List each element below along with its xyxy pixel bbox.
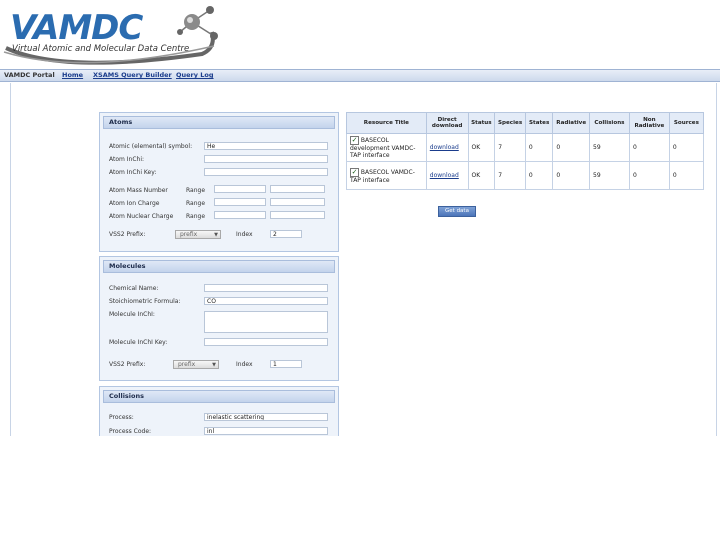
- col-non-radiative: Non Radiative: [629, 113, 669, 134]
- atom-inchi-input[interactable]: [204, 155, 328, 163]
- atom-ion-min-input[interactable]: [214, 198, 266, 206]
- molecule-prefix-value: prefix: [178, 361, 196, 368]
- logo-title: VAMDC: [10, 8, 143, 48]
- chevron-down-icon: ▼: [212, 362, 216, 368]
- molecules-panel-header: Molecules: [103, 260, 335, 273]
- get-data-button[interactable]: Get data: [438, 206, 476, 217]
- status-cell: OK: [468, 162, 495, 190]
- atom-nuclear-range-label: Range: [186, 213, 206, 220]
- atom-mass-max-input[interactable]: [270, 185, 325, 193]
- atoms-panel: [99, 112, 339, 252]
- process-code-input[interactable]: inl: [204, 427, 328, 435]
- menu-query-log-link[interactable]: Query Log: [176, 71, 214, 79]
- molecule-inchi-label: Molecule InChI:: [109, 311, 155, 318]
- table-row: [347, 162, 704, 190]
- atom-prefix-value: prefix: [180, 231, 198, 238]
- chemical-name-input[interactable]: [204, 284, 328, 292]
- atom-index-input[interactable]: 2: [270, 230, 302, 238]
- download-cell: [426, 162, 468, 190]
- molecules-panel: [99, 256, 339, 381]
- species-cell: 7: [495, 162, 526, 190]
- resource-cell: [347, 134, 427, 162]
- molecule-vss2-prefix-label: VSS2 Prefix:: [109, 361, 146, 368]
- molecule-inchikey-label: Molecule InChI Key:: [109, 339, 168, 346]
- atom-symbol-label: Atomic (elemental) symbol:: [109, 143, 193, 150]
- formula-label: Stoichiometric Formula:: [109, 298, 181, 305]
- atom-ion-max-input[interactable]: [270, 198, 325, 206]
- process-input[interactable]: inelastic scattering: [204, 413, 328, 421]
- logo-subtitle: Virtual Atomic and Molecular Data Centre: [12, 44, 190, 54]
- download-cell: [426, 134, 468, 162]
- atom-mass-range-label: Range: [186, 187, 206, 194]
- molecule-prefix-select[interactable]: [173, 360, 219, 369]
- formula-input[interactable]: CO: [204, 297, 328, 305]
- table-row: [347, 134, 704, 162]
- chevron-down-icon: ▼: [214, 232, 218, 238]
- atom-vss2-prefix-label: VSS2 Prefix:: [109, 231, 146, 238]
- atom-inchikey-label: Atom InChi Key:: [109, 169, 157, 176]
- states-cell: 0: [525, 162, 553, 190]
- col-resource-title: Resource Title: [347, 113, 427, 134]
- chemical-name-label: Chemical Name:: [109, 285, 159, 292]
- checkbox-checked[interactable]: ✓: [351, 136, 358, 144]
- col-radiative: Radiative: [553, 113, 590, 134]
- results-header-row: [347, 113, 704, 134]
- atom-nuclear-charge-label: Atom Nuclear Charge: [109, 213, 174, 220]
- col-states: States: [525, 113, 553, 134]
- radiative-cell: 0: [553, 134, 590, 162]
- resource-title: BASECOL development VAMDC-TAP interface: [350, 137, 416, 159]
- vamdc-logo[interactable]: [2, 2, 228, 68]
- process-label: Process:: [109, 414, 134, 421]
- menu-portal-title: VAMDC Portal: [4, 71, 55, 79]
- resource-cell: [347, 162, 427, 190]
- radiative-cell: 0: [553, 162, 590, 190]
- atom-ion-range-label: Range: [186, 200, 206, 207]
- atom-index-label: Index: [236, 231, 253, 238]
- checkbox-checked[interactable]: ✓: [351, 167, 358, 176]
- collisions-cell: 59: [590, 134, 630, 162]
- atom-mass-label: Atom Mass Number: [109, 187, 168, 194]
- atom-nuclear-max-input[interactable]: [270, 211, 325, 219]
- atom-mass-min-input[interactable]: [214, 185, 266, 193]
- atoms-panel-header: Atoms: [103, 116, 335, 129]
- results-table: [346, 112, 704, 190]
- molecule-inchikey-input[interactable]: [204, 338, 328, 346]
- nonrad-cell: 0: [629, 134, 669, 162]
- col-sources: Sources: [669, 113, 703, 134]
- atom-nuclear-min-input[interactable]: [214, 211, 266, 219]
- process-code-label: Process Code:: [109, 428, 152, 435]
- molecule-index-label: Index: [236, 361, 253, 368]
- col-status: Status: [468, 113, 495, 134]
- molecule-inchi-textarea[interactable]: [204, 311, 328, 333]
- molecule-index-input[interactable]: 1: [270, 360, 302, 368]
- col-species: Species: [495, 113, 526, 134]
- atom-symbol-input[interactable]: He: [204, 142, 328, 150]
- download-link[interactable]: download: [429, 144, 459, 151]
- collisions-panel: [99, 386, 339, 436]
- nonrad-cell: 0: [629, 162, 669, 190]
- atom-inchi-label: Atom InChi:: [109, 156, 145, 163]
- col-collisions: Collisions: [590, 113, 630, 134]
- col-direct-download: Direct download: [426, 113, 468, 134]
- menu-bar: [0, 69, 720, 82]
- download-link[interactable]: download: [429, 172, 459, 179]
- states-cell: 0: [525, 134, 553, 162]
- collisions-panel-header: Collisions: [103, 390, 335, 403]
- sources-cell: 0: [669, 134, 703, 162]
- sources-cell: 0: [669, 162, 703, 190]
- atom-inchikey-input[interactable]: [204, 168, 328, 176]
- atom-prefix-select[interactable]: [175, 230, 221, 239]
- resource-title: BASECOL VAMDC-TAP interface: [350, 168, 415, 184]
- menu-home-link[interactable]: Home: [62, 71, 84, 79]
- species-cell: 7: [495, 134, 526, 162]
- atom-ion-charge-label: Atom Ion Charge: [109, 200, 160, 207]
- menu-xsams-query-builder-link[interactable]: XSAMS Query Builder: [93, 71, 172, 79]
- collisions-cell: 59: [590, 162, 630, 190]
- status-cell: OK: [468, 134, 495, 162]
